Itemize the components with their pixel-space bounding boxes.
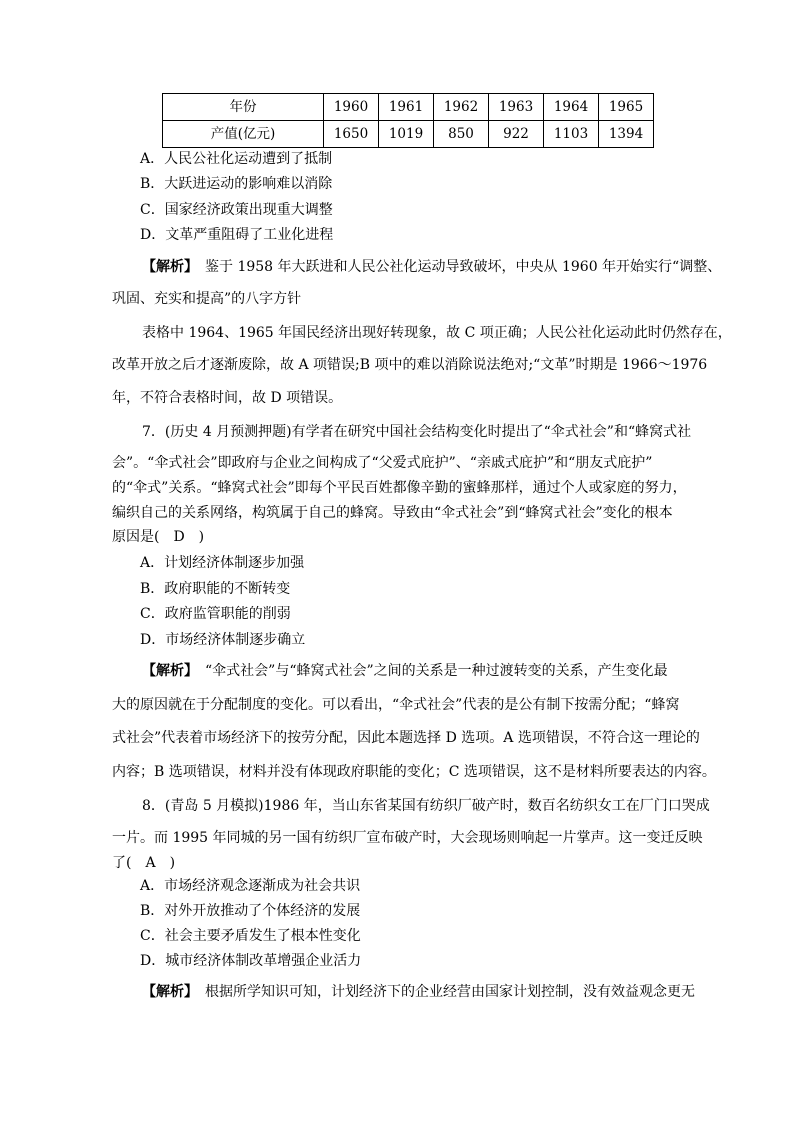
analysis-tag: 【解析】 — [142, 663, 191, 679]
table-cell-year: 1964 — [544, 94, 599, 121]
q7-stem-line: 的“伞式”关系。“蜂窝式社会”即每个平民百姓都像辛勤的蜜蜂那样，通过个人或家庭的努力， — [112, 480, 687, 496]
q6-option-b: B．大跃进运动的影响难以消除 — [140, 176, 333, 192]
q7-stem-line: 原因是( D ) — [112, 529, 205, 545]
q7-analysis-line: 式社会”代表着市场经济下的按劳分配，因此本题选择 D 选项。A 选项错误，不符合这一理论的 — [112, 730, 700, 746]
q8-option-a: A．市场经济观念逐渐成为社会共识 — [140, 878, 361, 894]
q7-stem-line: 编织自己的关系网络，构筑属于自己的蜂窝。导致由“伞式社会”到“蜂窝式社会”变化的根本 — [112, 505, 673, 521]
table-cell-value: 1103 — [544, 121, 599, 148]
production-table — [162, 93, 654, 148]
q8-option-b: B．对外开放推动了个体经济的发展 — [140, 903, 361, 919]
table-cell-year: 1960 — [324, 94, 379, 121]
q6-analysis-line: 【解析】 鉴于 1958 年大跃进和人民公社化运动导致破坏，中央从 1960 年开始实行“调整、 — [142, 259, 722, 275]
q7-option-d: D．市场经济体制逐步确立 — [140, 632, 306, 648]
q6-analysis-line: 年，不符合表格时间，故 D 项错误。 — [112, 390, 343, 406]
q8-stem-line: 8．(青岛 5 月模拟)1986 年，当山东省某国有纺织厂破产时，数百名纺织女工在厂门口哭成 — [142, 798, 710, 814]
q8-stem-line: 一片。而 1995 年同城的另一国有纺织厂宣布破产时，大会现场则响起一片掌声。这一变迁反映 — [112, 830, 703, 846]
q6-option-a: A．人民公社化运动遭到了抵制 — [140, 151, 333, 167]
q6-option-c: C．国家经济政策出现重大调整 — [140, 202, 333, 218]
q8-option-d: D．城市经济体制改革增强企业活力 — [140, 953, 362, 969]
table-cell-value: 850 — [434, 121, 489, 148]
table-cell-year: 1962 — [434, 94, 489, 121]
analysis-tag: 【解析】 — [142, 259, 191, 275]
table-cell-value: 1394 — [599, 121, 654, 148]
analysis-tag: 【解析】 — [142, 984, 191, 1000]
q7-option-c: C．政府监管职能的削弱 — [140, 606, 291, 622]
q7-option-b: B．政府职能的不断转变 — [140, 581, 291, 597]
q7-analysis-line: 【解析】 “伞式社会”与“蜂窝式社会”之间的关系是一种过渡转变的关系，产生变化最 — [142, 663, 668, 679]
q6-analysis-line: 表格中 1964、1965 年国民经济出现好转现象，故 C 项正确；人民公社化运动此时仍然存在， — [142, 325, 732, 341]
table-cell-value: 1650 — [324, 121, 379, 148]
q6-option-d: D．文革严重阻碍了工业化进程 — [140, 227, 334, 243]
table-cell-value: 922 — [489, 121, 544, 148]
table-cell-value: 1019 — [379, 121, 434, 148]
q7-analysis-line: 内容；B 选项错误，材料并没有体现政府职能的变化；C 选项错误，这不是材料所要表达的内容。 — [112, 764, 716, 780]
q7-analysis-line: 大的原因就在于分配制度的变化。可以看出，“伞式社会”代表的是公有制下按需分配；“蜂窝 — [112, 697, 680, 713]
q7-stem-line: 7．(历史 4 月预测押题)有学者在研究中国社会结构变化时提出了“伞式社会”和“蜂窝式社 — [142, 424, 692, 440]
q8-stem-line: 了( A ) — [112, 855, 176, 871]
q8-option-c: C．社会主要矛盾发生了根本性变化 — [140, 928, 361, 944]
q8-analysis-line: 【解析】 根据所学知识可知，计划经济下的企业经营由国家计划控制，没有效益观念更无 — [142, 984, 695, 1000]
table-row-values — [163, 121, 654, 148]
q6-analysis-line: 改革开放之后才逐渐废除，故 A 项错误;B 项中的难以消除说法绝对;“文革”时期是 1966～1976 — [112, 357, 708, 373]
q7-option-a: A．计划经济体制逐步加强 — [140, 555, 305, 571]
table-row-years — [163, 94, 654, 121]
table-cell-year: 1963 — [489, 94, 544, 121]
q7-stem-line: 会”。“伞式社会”即政府与企业之间构成了“父爱式庇护”、“亲戚式庇护”和“朋友式庇护” — [112, 455, 653, 471]
table-header-label: 年份 — [163, 94, 324, 121]
table-cell-year: 1965 — [599, 94, 654, 121]
table-cell-year: 1961 — [379, 94, 434, 121]
q6-analysis-line: 巩固、充实和提高”的八字方针 — [112, 291, 302, 307]
table-value-label: 产值(亿元) — [163, 121, 324, 148]
